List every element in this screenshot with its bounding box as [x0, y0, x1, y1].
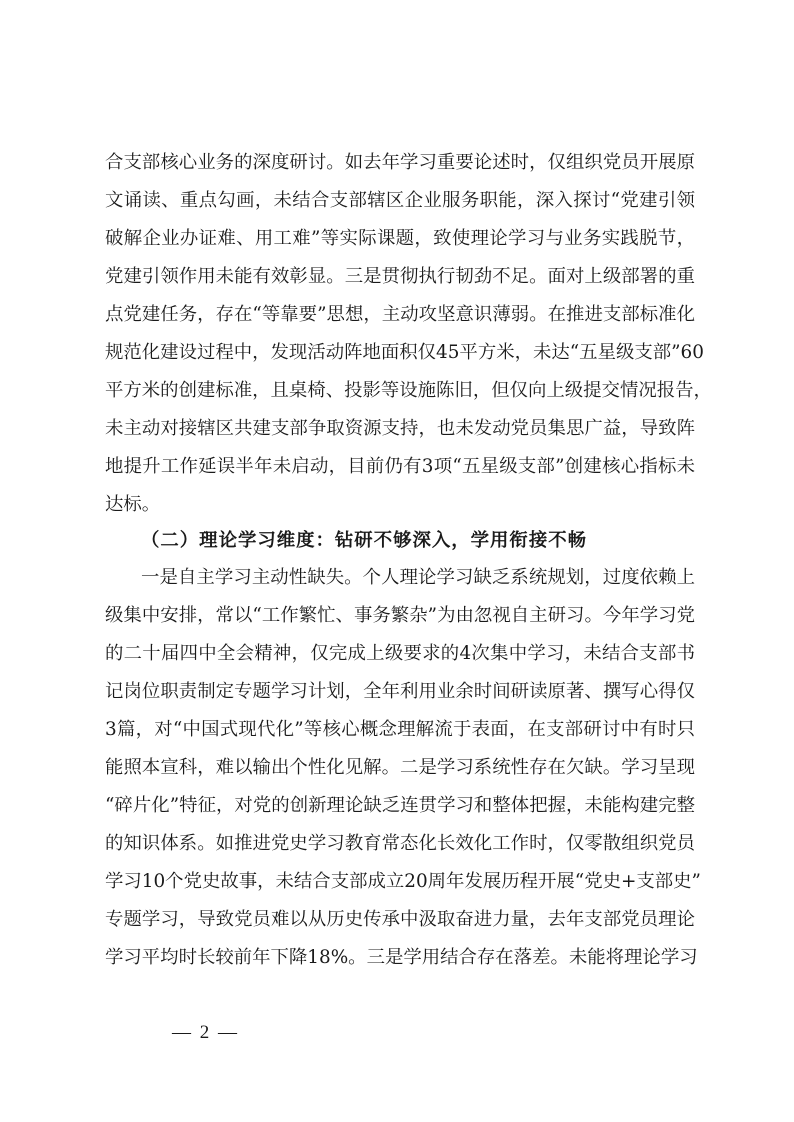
body-line: 规范化建设过程中，发现活动阵地面积仅45平方米，未达“五星级支部”60 [105, 342, 704, 363]
body-line: 一是自主学习主动性缺失。个人理论学习缺乏系统规划，过度依赖上 [141, 567, 695, 588]
body-line: 点党建任务，存在“等靠要”思想，主动攻坚意识薄弱。在推进支部标准化 [105, 304, 695, 325]
body-line: 平方米的创建标准，且桌椅、投影等设施陈旧，但仅向上级提交情况报告， [105, 380, 712, 401]
body-line: 专题学习，导致党员难以从历史传承中汲取奋进力量，去年支部党员理论 [105, 909, 695, 930]
body-line: 学习平均时长较前年下降18%。三是学用结合存在落差。未能将理论学习 [105, 947, 698, 968]
body-line: 合支部核心业务的深度研讨。如去年学习重要论述时，仅组织党员开展原 [105, 152, 695, 173]
body-line: 达标。 [105, 494, 161, 515]
body-line: 能照本宣科，难以输出个性化见解。二是学习系统性存在欠缺。学习呈现 [105, 757, 695, 778]
body-line: 地提升工作延误半年未启动，目前仍有3项“五星级支部”创建核心指标未 [105, 456, 695, 477]
body-line: 记岗位职责制定专题学习计划，全年利用业余时间研读原著、撰写心得仅 [105, 681, 695, 702]
page-number: — 2 — [172, 1022, 239, 1043]
body-line: 学习10个党史故事，未结合支部成立20周年发展历程开展“党史+支部史” [105, 871, 701, 892]
body-line: 未主动对接辖区共建支部争取资源支持，也未发动党员集思广益，导致阵 [105, 418, 695, 439]
body-line: 的二十届四中全会精神，仅完成上级要求的4次集中学习，未结合支部书 [105, 643, 695, 664]
body-line: 的知识体系。如推进党史学习教育常态化长效化工作时，仅零散组织党员 [105, 833, 695, 854]
body-line: 文诵读、重点勾画，未结合支部辖区企业服务职能，深入探讨“党建引领 [105, 190, 695, 211]
body-line: “碎片化”特征，对党的创新理论缺乏连贯学习和整体把握，未能构建完整 [105, 795, 695, 816]
section-heading: （二）理论学习维度：钻研不够深入，学用衔接不畅 [141, 530, 587, 551]
body-line: 破解企业办证难、用工难”等实际课题，致使理论学习与业务实践脱节， [105, 228, 695, 249]
body-line: 党建引领作用未能有效彰显。三是贯彻执行韧劲不足。面对上级部署的重 [105, 266, 695, 287]
body-line: 3篇，对“中国式现代化”等核心概念理解流于表面，在支部研讨中有时只 [105, 719, 695, 740]
body-line: 级集中安排，常以“工作繁忙、事务繁杂”为由忽视自主研习。今年学习党 [105, 605, 695, 626]
